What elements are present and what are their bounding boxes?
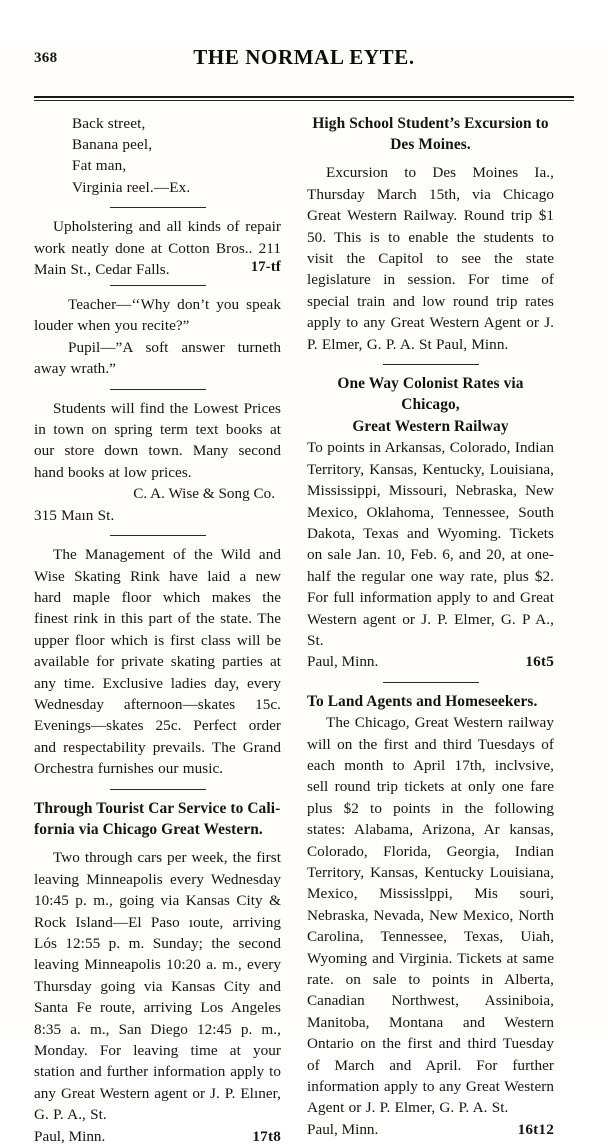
excursion-ad-text: Excursion to Des Moines Ia., Thursday March 15th, via Chicago Great Western Railway. Round trip $1 50. This is to enable the students to visit the Capitol to see the state legislature in session. For time of special train and low round trip rates apply to any Great Western Agent or J. P. Elmer, G. P. A. St Paul, Minn. [307,164,554,353]
tourist-car-ad-heading-line1: Through Tourist Car Service to Cali- [34,799,281,817]
page-number: 368 [34,50,58,66]
colonist-rates-ad-code: 16t5 [525,653,554,671]
homeseekers-ad-text: The Chicago, Great Western railway will on the first and third Tuesdays of each month to April 17th, inclvsive, sell round trip tickets at only one fare plus $2 to points in the following states: Alabama, Arizona, Ar kansas, Colorado, Florida, Georgia, Indian Territory, Kansas, Kentucky Louisiana, Mexico, Mississlppi, Mis souri, Nebraska, Nevada, New Mexico, North Carolina, Tennessee, Texas, Uiah, Wyoming and Virginia. Tickets at same rate. on sale to points in Alberta, Canadian Northwest, Assiniboia, Manitoba, Montana and Western Ontario on the first and third Tuesday of March and April. For further information apply to any Great Western Agent or J. P. Elmer, G. P. A. St. [307,714,554,1117]
homeseekers-ad-endline [307,1119,554,1140]
colonist-rates-ad-endline [307,651,554,672]
joke-teacher-line: Teacher—‘‘Why don’t you speak louder when you recite?” [34,296,281,335]
tourist-car-ad-text: Two through cars per week, the first leaving Minneapolis every Wednesday 10:45 p. m., going via Kansas City & Rock Island—El Paso ıoute, arriving Lós 12:55 p. m. Sunday; the second leaving Minneapolis 10:20 a. m., every Thursday going via Kansas City and Santa Fe route, arriving Los Angeles 8:35 a. m., San Diego 12:45 p. m., Monday. For leaving time at your station and further information apply to any Great Western agent or J. P. Elıner, G. P. A., St. [34,849,281,1124]
upholstering-ad-text: Upholstering and all kinds of repair work neatly done at Cotton Bros.. 211 Main St., Cedar Falls. [34,218,281,279]
colonist-rates-ad-heading-line2: Great Western Railway [352,417,509,435]
verse-line: Back street, [72,114,146,132]
verse-line: Banana peel, [72,136,153,153]
tourist-car-ad-closing: Paul, Minn. [34,1127,106,1145]
section-divider [110,285,206,286]
excursion-ad-heading-line1: High School Student’s Excursion to [312,114,549,132]
scanned-page [0,44,608,1145]
excursion-ad-heading-line2: Des Moines. [390,136,471,153]
colonist-rates-ad-heading-line1: One Way Colonist Rates via Chicago, [337,375,524,414]
verse-block [34,113,281,199]
section-divider [110,207,206,208]
tourist-car-ad-heading [34,798,281,841]
masthead-rule [34,96,574,101]
skating-rink-ad-text: The Management of the Wild and Wise Skating Rink have laid a new hard maple floor which makes the finest rink in this part of the state. The upper floor which is first class will be available for private skating parties at any time. Exclusive ladies day, every Wednesday afternoon—skates 15c. Evenings—skates 25c. Perfect order and respectability prevails. The Grand Orchestra furnishes our music. [34,546,281,778]
excursion-ad-heading [307,113,554,156]
journal-title: THE NORMAL EYTE. [193,45,415,69]
tourist-car-ad-code: 17t8 [252,1127,281,1145]
masthead [34,44,574,90]
upholstering-ad-code: 17-tf [250,259,281,276]
verse-line: Fat man, [72,157,127,175]
bookstore-ad-address: 315 Maın St. [34,506,115,524]
tourist-car-ad-endline [34,1126,281,1147]
colonist-rates-ad-heading [307,373,554,437]
bookstore-ad-signature: C. A. Wise & Song Co. [133,485,275,503]
bookstore-ad-text: Students will find the Lowest Prices in town on spring term text books at our store down town. Many second hand books at low prices. [34,399,281,481]
right-column [307,113,554,1141]
section-divider [383,364,479,365]
joke-pupil-line: Pupil—”A soft answer turneth away wrath.” [34,338,281,378]
colonist-rates-ad-closing: Paul, Minn. [307,653,379,671]
homeseekers-ad-code: 16t12 [517,1120,554,1138]
tourist-car-ad-heading-line2: fornia via Chicago Great Western. [34,820,263,838]
homeseekers-ad-closing: Paul, Minn. [307,1120,379,1138]
section-divider [110,389,206,390]
section-divider [383,682,479,683]
section-divider [110,535,206,536]
section-divider [110,789,206,790]
verse-line: Virginia reel.—Ex. [72,178,191,196]
colonist-rates-ad-text: To points in Arkansas, Colorado, Indian Territory, Kansas, Kentucky, Louisiana, Mississippi, Missouri, Nebraska, New Mexico, Oklahoma, Tennessee, South Dakota, Texas and Wyoming. Tickets on sale Jan. 10, Feb. 6, and 20, at one-half the regular one way rate, plus $2. For full information apply to and Great Western agent or J. P. Elmer, G. P A., St. [307,439,554,649]
homeseekers-ad-heading: To Land Agents and Homeseekers. [307,692,538,710]
